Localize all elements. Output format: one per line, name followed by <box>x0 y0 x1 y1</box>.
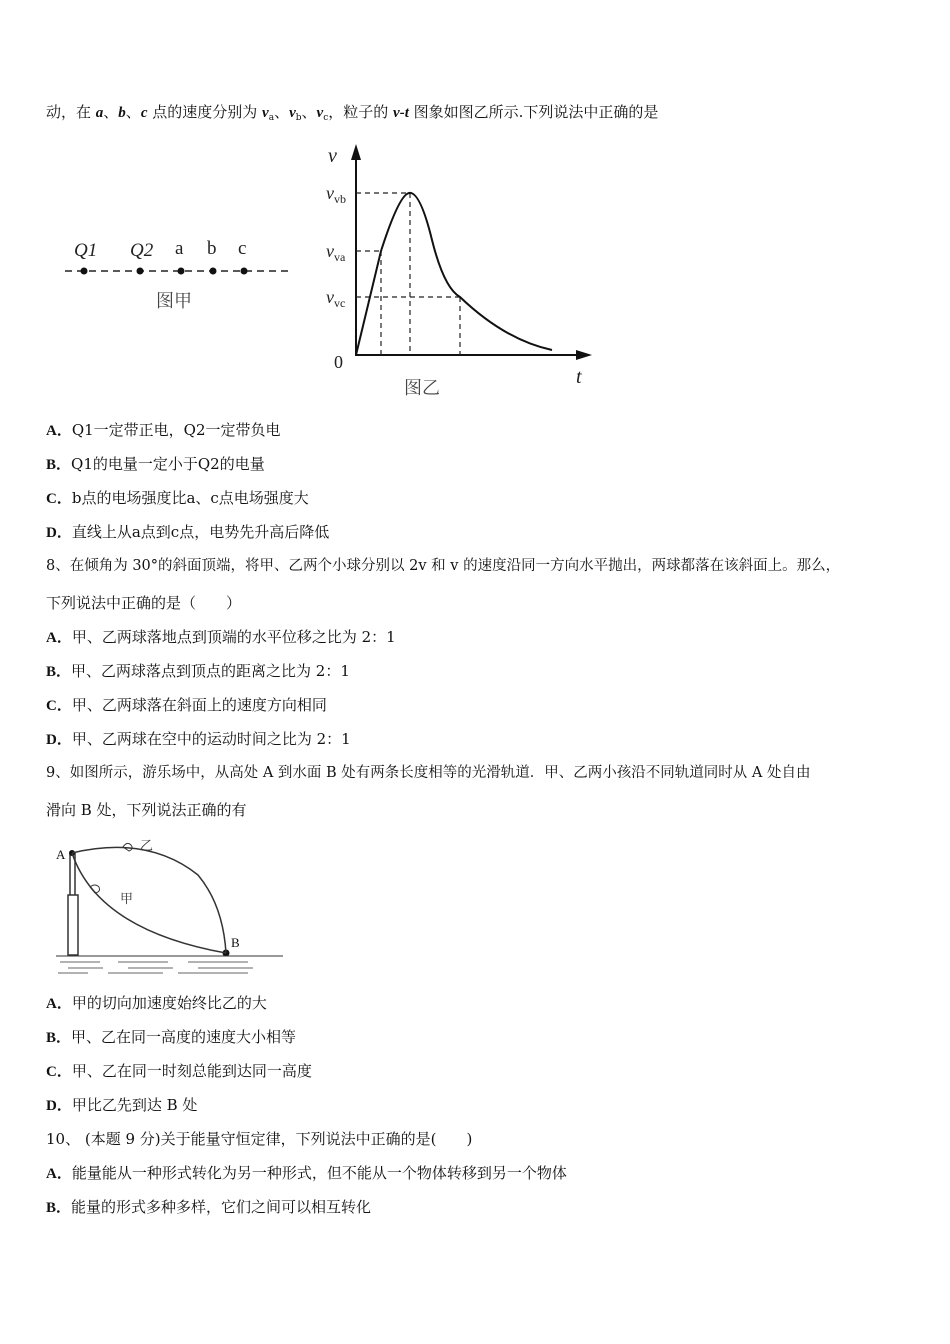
subscript-c: c <box>323 113 329 123</box>
option-text: 甲比乙先到达 B 处 <box>71 1096 198 1114</box>
stem-sep: 、 <box>274 103 290 121</box>
stem-text: 动，在 <box>46 103 96 121</box>
option-letter: C． <box>46 1064 72 1080</box>
subscript-a: a <box>268 113 275 123</box>
option-letter: A． <box>46 630 72 646</box>
caption-yi: 图乙 <box>404 378 440 398</box>
label-c: c <box>238 238 247 259</box>
stem-text: ，粒子的 <box>328 103 394 121</box>
q7-option-b[interactable] <box>46 453 916 476</box>
q8-option-d[interactable] <box>46 728 916 751</box>
option-letter: B． <box>46 664 72 680</box>
t-axis-arrow <box>576 350 592 360</box>
q10-option-a[interactable] <box>46 1162 916 1185</box>
option-letter: A． <box>46 996 72 1012</box>
option-text: 甲、乙在同一高度的速度大小相等 <box>71 1028 297 1046</box>
tick-vb-text: vb <box>334 192 346 206</box>
q9-option-d[interactable] <box>46 1094 916 1117</box>
stem-text: 点的速度分别为 <box>147 103 263 121</box>
option-text: 能量能从一种形式转化为另一种形式，但不能从一个物体转移到另一个物体 <box>71 1164 567 1182</box>
q8-option-a[interactable] <box>46 626 916 649</box>
point-b-dot <box>210 268 217 275</box>
point-b: b <box>118 105 126 121</box>
option-letter: D． <box>46 732 72 748</box>
tick-va: $v_{va}$ <box>326 241 346 264</box>
label-b: b <box>207 238 217 259</box>
question-8-stem-line2: 下列说法中正确的是（ ） <box>46 594 242 612</box>
q9-option-b[interactable] <box>46 1026 916 1049</box>
v-axis-arrow <box>351 144 361 160</box>
option-text: 甲、乙在同一时刻总能到达同一高度 <box>71 1062 312 1080</box>
point-a-dot <box>178 268 185 275</box>
option-text: Q1一定带正电，Q2一定带负电 <box>71 421 281 439</box>
label-a: a <box>175 238 184 259</box>
tick-vc: $v_{vc}$ <box>326 287 346 310</box>
subscript-b: b <box>295 113 302 123</box>
question-9-stem-line2: 滑向 B 处，下列说法正确的有 <box>46 801 247 819</box>
axis-label-t: t <box>576 366 582 388</box>
caption-jia: 图甲 <box>156 291 192 311</box>
label-q1: Q1 <box>74 240 98 261</box>
option-letter: D． <box>46 525 72 541</box>
charge-q1-dot <box>81 268 88 275</box>
label-a: A <box>56 847 66 862</box>
velocity-symbol: v <box>316 105 324 121</box>
q7-option-c[interactable] <box>46 487 916 510</box>
track-jia <box>72 853 226 953</box>
option-letter: B． <box>46 1200 72 1216</box>
q9-option-a[interactable] <box>46 992 916 1015</box>
option-text: 甲、乙两球在空中的运动时间之比为 2：1 <box>71 730 351 748</box>
q7-option-a[interactable] <box>46 419 916 442</box>
label-jia: 甲 <box>120 891 134 906</box>
tick-vb: $v_{vb}$ <box>326 183 346 206</box>
tower-base <box>68 895 78 955</box>
point-c: c <box>140 105 148 121</box>
vt-curve <box>356 193 552 355</box>
water-waves <box>58 962 253 973</box>
tick-va-text: va <box>334 250 346 264</box>
label-q2: Q2 <box>130 240 154 261</box>
label-yi: 乙 <box>140 838 154 853</box>
stem-sep: 、 <box>103 103 119 121</box>
figure-slides <box>48 835 293 975</box>
q10-option-b[interactable] <box>46 1196 916 1219</box>
option-letter: D． <box>46 1098 72 1114</box>
q9-option-c[interactable] <box>46 1060 916 1083</box>
stem-sep: 、 <box>301 103 317 121</box>
figure-yi-vt-graph <box>320 140 610 405</box>
q8-option-b[interactable] <box>46 660 916 683</box>
track-yi <box>72 847 226 953</box>
q7-option-d[interactable] <box>46 521 916 544</box>
stem-text: 图象如图乙所示.下列说法中正确的是 <box>408 103 659 121</box>
option-text: Q1的电量一定小于Q2的电量 <box>71 455 265 473</box>
option-text: 甲、乙两球落在斜面上的速度方向相同 <box>71 696 327 714</box>
option-text: b点的电场强度比a、c点电场强度大 <box>71 489 309 507</box>
option-letter: A． <box>46 423 72 439</box>
option-letter: B． <box>46 1030 72 1046</box>
question-9-stem-line1: 9、如图所示，游乐场中，从高处 A 到水面 B 处有两条长度相等的光滑轨道．甲、乙两小孩沿不同轨道同时从 A 处自由 <box>46 765 811 781</box>
question-8-stem-line1: 8、在倾角为 30°的斜面顶端，将甲、乙两个小球分别以 2v 和 v 的速度沿同一方向水平抛出，两球都落在该斜面上。那么， <box>46 558 841 574</box>
velocity-symbol: v <box>289 105 296 121</box>
vt-symbol: v-t <box>393 105 409 121</box>
option-letter: C． <box>46 698 72 714</box>
tick-vc-text: vc <box>334 296 346 310</box>
option-text: 甲的切向加速度始终比乙的大 <box>71 994 267 1012</box>
origin-label: 0 <box>334 352 343 372</box>
option-text: 甲、乙两球落点到顶点的距离之比为 2：1 <box>71 662 350 680</box>
velocity-symbol: v <box>262 105 269 121</box>
option-text: 甲、乙两球落地点到顶端的水平位移之比为 2：1 <box>71 628 396 646</box>
option-letter: C． <box>46 491 72 507</box>
q8-option-c[interactable] <box>46 694 916 717</box>
figure-jia <box>60 230 300 320</box>
question-10-stem: 10、 (本题 9 分)关于能量守恒定律，下列说法中正确的是( ) <box>46 1130 473 1148</box>
axis-label-v: v <box>328 145 337 167</box>
point-a: a <box>95 105 104 121</box>
label-b: B <box>231 935 240 950</box>
charge-q2-dot <box>137 268 144 275</box>
option-text: 直线上从a点到c点，电势先升高后降低 <box>71 523 330 541</box>
option-letter: A． <box>46 1166 72 1182</box>
question-7-stem <box>46 101 916 129</box>
stem-sep: 、 <box>125 103 141 121</box>
option-letter: B． <box>46 457 72 473</box>
option-text: 能量的形式多种多样，它们之间可以相互转化 <box>71 1198 372 1216</box>
point-c-dot <box>241 268 248 275</box>
